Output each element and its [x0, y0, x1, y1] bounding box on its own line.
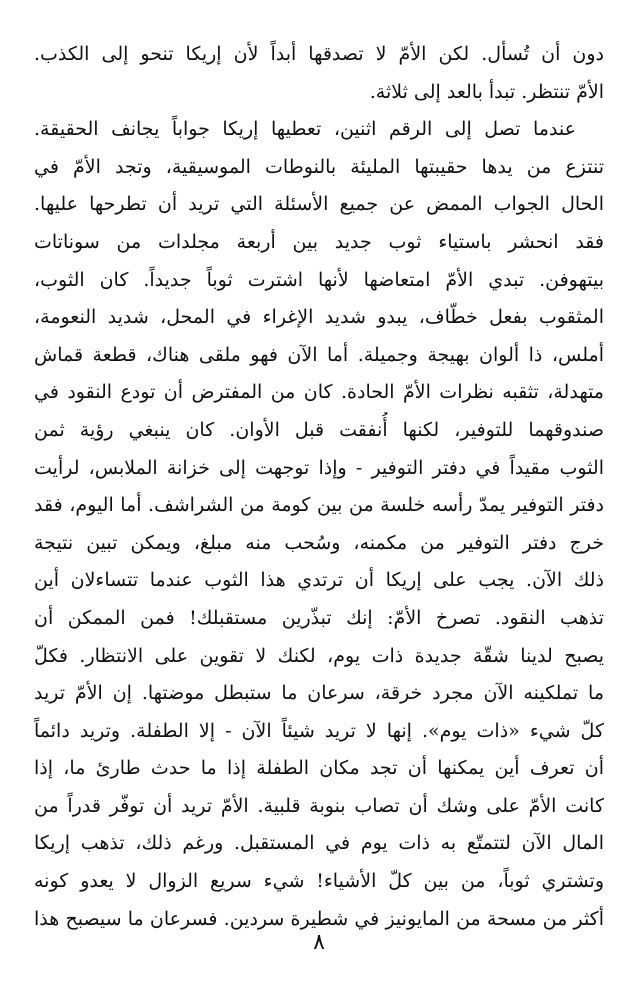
text-line: أكثر من مسحة من المايونيز في شطيرة سردين. فسرعان ما سيصبح هذا [34, 907, 604, 930]
text-line: المال الآن لتتمتّع به ذات يوم في المستقبل. ورغم ذلك، تذهب إريكا [34, 832, 604, 855]
page-number: ٨ [313, 930, 325, 955]
text-line: الثوب مقيداً في دفتر التوفير - وإذا توجهت إلى خزانة الملابس، لرأيت [34, 456, 604, 479]
text-line: متهدلة، تثقبه نظرات الأمّ الحادة. كان من المفترض أن تودع النقود في [34, 381, 604, 404]
text-line: الحال الجواب الممض عن جميع الأسئلة التي تريد أن تطرحها عليها. [34, 193, 604, 216]
text-line: تنتزع من يدها حقيبتها المليئة بالنوطات الموسيقية، وتجد الأمّ في [34, 155, 604, 178]
text-line: دون أن تُسأل. لكن الأمّ لا تصدقها أبداً لأن إريكا تنحو إلى الكذب. [34, 43, 604, 65]
text-line: بيتهوفن. تبدي الأمّ امتعاضها لأنها اشترت ثوباً جديداً. كان الثوب، [34, 268, 604, 291]
text-line: أن تعرف أين يمكنها أن تجد مكان الطفلة إذا ما حدث طارئ ما، إذا [34, 757, 604, 780]
text-line: فقد انحشر باستياء ثوب جديد بين أربعة مجلدات من سوناتات [34, 230, 604, 253]
text-line: دفتر التوفير يمدّ رأسه خلسة من بين كومة من الشراشف. أما اليوم، فقد [34, 494, 604, 517]
text-line: عندما تصل إلى الرقم اثنين، تعطيها إريكا جواباً يجانف الحقيقة. [34, 118, 576, 141]
text-line: المثقوب بفعل خطّاف، يبدو شديد الإغراء في المحل، شديد النعومة، [34, 306, 604, 329]
text-line: صندوقهما للتوفير، لكنها أُنفقت قبل الأوان. كان ينبغي رؤية ثمن [34, 418, 604, 441]
text-line: كلّ شيء «ذات يوم». إنها لا تريد شيئاً الآن - إلا الطفلة. وتريد دائماً [34, 719, 604, 742]
text-line: ذلك الآن. يجب على إريكا أن ترتدي هذا الثوب عندما تتساءلان أين [34, 569, 604, 592]
text-line: الأمّ تنتظر. تبدأ بالعد إلى ثلاثة. [369, 80, 604, 103]
text-line: وتشتري ثوباً، من بين كلّ الأشياء! شيء سريع الزوال لا يعدو كونه [34, 870, 604, 893]
text-line: كانت الأمّ على وشك أن تصاب بنوبة قلبية. الأمّ تريد أن توفّر قدراً من [34, 794, 604, 817]
text-line: ما تملكينه الآن مجرد خرقة، سرعان ما ستبطل موضتها. إن الأمّ تريد [34, 682, 604, 705]
text-line: تذهب النقود. تصرخ الأمّ: إنك تبذّرين مستقبلك! فمن الممكن أن [34, 606, 604, 629]
text-line: يصبح لدينا شقّة جديدة ذات يوم، لكنك لا تقوين على الانتظار. فكلّ [34, 644, 604, 667]
text-line: أملس، ذا ألوان بهيجة وجميلة. أما الآن فهو ملقى هناك، قطعة قماش [34, 343, 604, 366]
text-line: خرج دفتر التوفير من مكمنه، وسُحب منه مبلغ، ويمكن تبين نتيجة [34, 531, 604, 554]
body-text [34, 36, 604, 938]
